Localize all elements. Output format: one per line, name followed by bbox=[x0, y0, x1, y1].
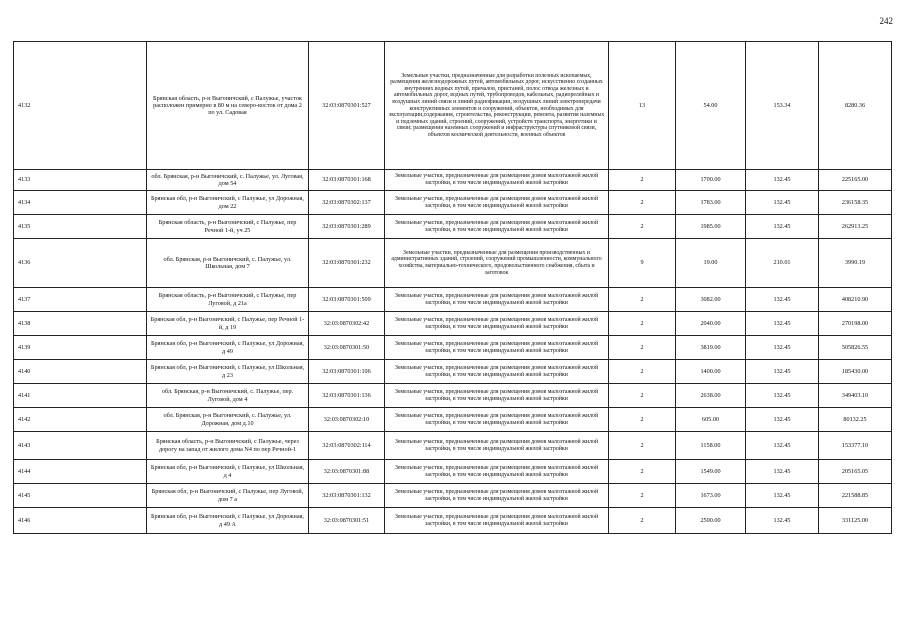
rate-cell: 132.45 bbox=[746, 460, 819, 484]
address-cell: Брянская обл, р-н Выгоничский, с Палужье, ул Школьная, д 23 bbox=[147, 360, 309, 384]
group-cell: 2 bbox=[609, 384, 676, 408]
address-cell: Брянская обл, р-н Выгоничский, с Палужье, ул Школьная, д 4 bbox=[147, 460, 309, 484]
row-number-cell: 4145 bbox=[14, 484, 147, 508]
row-number-cell: 4144 bbox=[14, 460, 147, 484]
cadastral-number-cell: 32:03:0870302:42 bbox=[309, 312, 385, 336]
cadastral-value-cell: 3990.19 bbox=[819, 239, 892, 288]
table-row bbox=[14, 432, 892, 460]
cadastral-number-cell: 32:03:0870302:114 bbox=[309, 432, 385, 460]
rate-cell: 132.45 bbox=[746, 432, 819, 460]
table-row bbox=[14, 460, 892, 484]
table-row bbox=[14, 484, 892, 508]
cadastral-number-cell: 32:03:0870301:51 bbox=[309, 508, 385, 534]
land-use-cell: Земельные участки, предназначенные для размещения домов малоэтажной жилой застройки, в том числе индивидуальной жилой застройки bbox=[385, 336, 609, 360]
cadastral-value-cell: 205165.05 bbox=[819, 460, 892, 484]
land-use-cell: Земельные участки, предназначенные для размещения домов малоэтажной жилой застройки, в том числе индивидуальной жилой застройки bbox=[385, 484, 609, 508]
cadastral-value-cell: 153377.10 bbox=[819, 432, 892, 460]
group-cell: 2 bbox=[609, 360, 676, 384]
row-number-cell: 4142 bbox=[14, 408, 147, 432]
address-cell: обл. Брянская, р-н Выгоничский, с. Палужье, пер. Луговой, дом 4 bbox=[147, 384, 309, 408]
address-cell: обл. Брянская, р-н Выгоничский, с. Палужье, ул. Луговая, дом 54 bbox=[147, 170, 309, 191]
cadastral-number-cell: 32:03:0870302:137 bbox=[309, 191, 385, 215]
cadastral-value-cell: 270198.00 bbox=[819, 312, 892, 336]
group-cell: 2 bbox=[609, 508, 676, 534]
cadastral-number-cell: 32:03:0870301:136 bbox=[309, 384, 385, 408]
area-cell: 2040.00 bbox=[676, 312, 746, 336]
cadastral-number-cell: 32:03:0870301:232 bbox=[309, 239, 385, 288]
address-cell: Брянская область, р-н Выгоничский, с Палужье, участок расположен примерно в 80 м на северо-восток от дома 2 по ул. Садовая bbox=[147, 42, 309, 170]
cadastral-value-cell: 80132.25 bbox=[819, 408, 892, 432]
table-row bbox=[14, 191, 892, 215]
row-number-cell: 4140 bbox=[14, 360, 147, 384]
group-cell: 13 bbox=[609, 42, 676, 170]
group-cell: 9 bbox=[609, 239, 676, 288]
address-cell: Брянская область, р-н Выгоничский, с Палужье, пер Луговой, д 21а bbox=[147, 288, 309, 312]
cadastral-value-cell: 505826.55 bbox=[819, 336, 892, 360]
rate-cell: 132.45 bbox=[746, 360, 819, 384]
table-row bbox=[14, 360, 892, 384]
land-use-cell: Земельные участки, предназначенные для размещения производственных и административных зданий, строений, сооружений промышленности, коммунального хозяйства, материально-технического, продовольственного снабжения, сбыта и заготовок bbox=[385, 239, 609, 288]
rate-cell: 132.45 bbox=[746, 170, 819, 191]
address-cell: Брянская обл, р-н Выгоничский, с Палужье, ул Дорожная, д 49 А bbox=[147, 508, 309, 534]
rate-cell: 132.45 bbox=[746, 508, 819, 534]
table-row bbox=[14, 239, 892, 288]
cadastral-number-cell: 32:03:0870301:509 bbox=[309, 288, 385, 312]
table-row bbox=[14, 408, 892, 432]
land-use-cell: Земельные участки, предназначенные для размещения домов малоэтажной жилой застройки, в том числе индивидуальной жилой застройки bbox=[385, 288, 609, 312]
page-number: 242 bbox=[879, 16, 893, 26]
row-number-cell: 4133 bbox=[14, 170, 147, 191]
cadastral-value-cell: 221588.85 bbox=[819, 484, 892, 508]
group-cell: 2 bbox=[609, 191, 676, 215]
area-cell: 1400.00 bbox=[676, 360, 746, 384]
land-use-cell: Земельные участки, предназначенные для размещения домов малоэтажной жилой застройки, в том числе индивидуальной жилой застройки bbox=[385, 408, 609, 432]
row-number-cell: 4137 bbox=[14, 288, 147, 312]
group-cell: 2 bbox=[609, 170, 676, 191]
land-use-cell: Земельные участки, предназначенные для размещения домов малоэтажной жилой застройки, в том числе индивидуальной жилой застройки bbox=[385, 384, 609, 408]
land-use-cell: Земельные участки, предназначенные для размещения домов малоэтажной жилой застройки, в том числе индивидуальной жилой застройки bbox=[385, 170, 609, 191]
cadastral-number-cell: 32:03:0870301:527 bbox=[309, 42, 385, 170]
table-row bbox=[14, 170, 892, 191]
cadastral-value-cell: 185430.00 bbox=[819, 360, 892, 384]
area-cell: 19.00 bbox=[676, 239, 746, 288]
group-cell: 2 bbox=[609, 484, 676, 508]
area-cell: 1549.00 bbox=[676, 460, 746, 484]
cadastral-value-cell: 225165.00 bbox=[819, 170, 892, 191]
table-row bbox=[14, 336, 892, 360]
address-cell: Брянская обл, р-н Выгоничский, с Палужье, пер Луговой, дом 7 а bbox=[147, 484, 309, 508]
cadastral-value-cell: 408210.90 bbox=[819, 288, 892, 312]
cadastral-value-cell: 236158.35 bbox=[819, 191, 892, 215]
area-cell: 1700.00 bbox=[676, 170, 746, 191]
rate-cell: 132.45 bbox=[746, 336, 819, 360]
land-use-cell: Земельные участки, предназначенные для размещения домов малоэтажной жилой застройки, в том числе индивидуальной жилой застройки bbox=[385, 360, 609, 384]
rate-cell: 132.45 bbox=[746, 215, 819, 239]
row-number-cell: 4138 bbox=[14, 312, 147, 336]
address-cell: Брянская обл, р-н Выгоничский, с Палужье, ул Дорожная, дом 22 bbox=[147, 191, 309, 215]
cadastral-number-cell: 32:03:0870301:106 bbox=[309, 360, 385, 384]
row-number-cell: 4146 bbox=[14, 508, 147, 534]
cadastral-value-cell: 8280.36 bbox=[819, 42, 892, 170]
row-number-cell: 4134 bbox=[14, 191, 147, 215]
cadastral-number-cell: 32:03:0870301:168 bbox=[309, 170, 385, 191]
cadastral-number-cell: 32:03:0870301:50 bbox=[309, 336, 385, 360]
address-cell: обл. Брянская, р-н Выгоничский, с. Палужье, ул. Дорожная, дом д.10 bbox=[147, 408, 309, 432]
address-cell: Брянская обл, р-н Выгоничский, с Палужье, ул Дорожная, д 49 bbox=[147, 336, 309, 360]
land-use-cell: Земельные участки, предназначенные для разработки полезных ископаемых, размещения железнодорожных путей, автомобильных дорог, искусственно созданных внутренних водных путей, причалов, пристаней, полос отвода железных и автомобильных дорог, водных путей, трубопроводов, кабельных, радиорелейных и воздушных линий связи и линий радиофикации, воздушных линий электропередачи конструктивных элементов и сооружений, объектов, необходимых для эксплуатации,содержания, строительства, реконструкции, ремонта, развития наземных и подземных зданий, строений, сооружений, устройств транспорта, энергетики и связи; размещения наземных сооружений и инфраструктуры спутниковой связи, объектов космической деятельности, военных объектов bbox=[385, 42, 609, 170]
area-cell: 1673.00 bbox=[676, 484, 746, 508]
area-cell: 1985.00 bbox=[676, 215, 746, 239]
table-row bbox=[14, 384, 892, 408]
table-row bbox=[14, 215, 892, 239]
rate-cell: 210.01 bbox=[746, 239, 819, 288]
table-row bbox=[14, 312, 892, 336]
land-use-cell: Земельные участки, предназначенные для размещения домов малоэтажной жилой застройки, в том числе индивидуальной жилой застройки bbox=[385, 508, 609, 534]
cadastral-value-cell: 262913.25 bbox=[819, 215, 892, 239]
cadastral-number-cell: 32:03:0870301:132 bbox=[309, 484, 385, 508]
rate-cell: 132.45 bbox=[746, 288, 819, 312]
table-body bbox=[14, 42, 892, 534]
group-cell: 2 bbox=[609, 432, 676, 460]
row-number-cell: 4141 bbox=[14, 384, 147, 408]
land-use-cell: Земельные участки, предназначенные для размещения домов малоэтажной жилой застройки, в том числе индивидуальной жилой застройки bbox=[385, 312, 609, 336]
area-cell: 3819.00 bbox=[676, 336, 746, 360]
rate-cell: 132.45 bbox=[746, 408, 819, 432]
cadastral-value-table bbox=[13, 41, 892, 534]
group-cell: 2 bbox=[609, 336, 676, 360]
cadastral-value-cell: 331125.00 bbox=[819, 508, 892, 534]
area-cell: 2500.00 bbox=[676, 508, 746, 534]
address-cell: Брянская обл, р-н Выгоничский, с Палужье, пер Речной 1-й, д 19 bbox=[147, 312, 309, 336]
table-row bbox=[14, 42, 892, 170]
land-use-cell: Земельные участки, предназначенные для размещения домов малоэтажной жилой застройки, в том числе индивидуальной жилой застройки bbox=[385, 432, 609, 460]
address-cell: обл. Брянская, р-н Выгоничский, с. Палужье, ул. Школьная, дом 7 bbox=[147, 239, 309, 288]
area-cell: 1783.00 bbox=[676, 191, 746, 215]
rate-cell: 132.45 bbox=[746, 312, 819, 336]
row-number-cell: 4143 bbox=[14, 432, 147, 460]
group-cell: 2 bbox=[609, 312, 676, 336]
rate-cell: 132.45 bbox=[746, 384, 819, 408]
rate-cell: 153.34 bbox=[746, 42, 819, 170]
row-number-cell: 4136 bbox=[14, 239, 147, 288]
row-number-cell: 4139 bbox=[14, 336, 147, 360]
row-number-cell: 4132 bbox=[14, 42, 147, 170]
cadastral-value-cell: 349403.10 bbox=[819, 384, 892, 408]
table-row bbox=[14, 288, 892, 312]
area-cell: 3082.00 bbox=[676, 288, 746, 312]
cadastral-number-cell: 32:03:0870301:289 bbox=[309, 215, 385, 239]
row-number-cell: 4135 bbox=[14, 215, 147, 239]
area-cell: 2638.00 bbox=[676, 384, 746, 408]
group-cell: 2 bbox=[609, 460, 676, 484]
land-use-cell: Земельные участки, предназначенные для размещения домов малоэтажной жилой застройки, в том числе индивидуальной жилой застройки bbox=[385, 191, 609, 215]
area-cell: 1158.00 bbox=[676, 432, 746, 460]
group-cell: 2 bbox=[609, 408, 676, 432]
group-cell: 2 bbox=[609, 215, 676, 239]
land-use-cell: Земельные участки, предназначенные для размещения домов малоэтажной жилой застройки, в том числе индивидуальной жилой застройки bbox=[385, 215, 609, 239]
cadastral-number-cell: 32:03:0870301:88 bbox=[309, 460, 385, 484]
rate-cell: 132.45 bbox=[746, 191, 819, 215]
rate-cell: 132.45 bbox=[746, 484, 819, 508]
land-use-cell: Земельные участки, предназначенные для размещения домов малоэтажной жилой застройки, в том числе индивидуальной жилой застройки bbox=[385, 460, 609, 484]
cadastral-number-cell: 32:03:0870302:10 bbox=[309, 408, 385, 432]
address-cell: Брянская область, р-н Выгоничский, с Палужье, пер Речной 1-й, уч 25 bbox=[147, 215, 309, 239]
group-cell: 2 bbox=[609, 288, 676, 312]
table-row bbox=[14, 508, 892, 534]
address-cell: Брянская область, р-н Выгоничский, с Палужье, через дорогу на запад от жилого дома N4 по пер Речной-1 bbox=[147, 432, 309, 460]
area-cell: 605.00 bbox=[676, 408, 746, 432]
area-cell: 54.00 bbox=[676, 42, 746, 170]
